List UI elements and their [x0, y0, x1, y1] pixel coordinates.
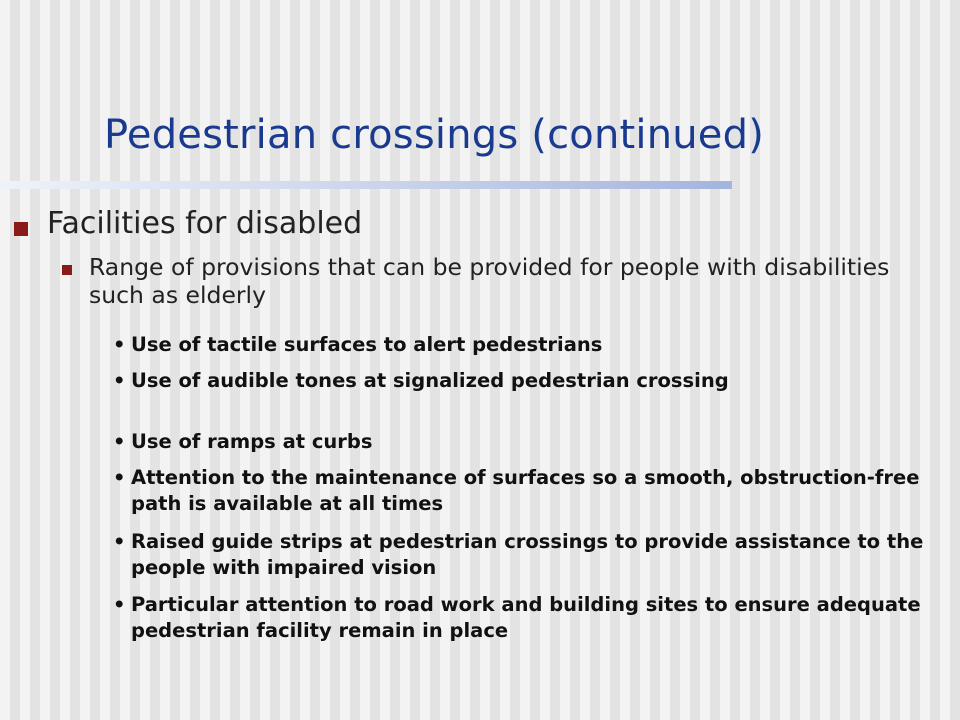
level3-bullet-item: Particular attention to road work and building sites to ensure adequate pedestrian facility remain in place	[131, 593, 921, 642]
level3-dot-bullet-icon: •	[113, 466, 126, 489]
slide-title: Pedestrian crossings (continued)	[104, 112, 765, 158]
level2-square-bullet-icon	[62, 265, 72, 275]
level3-dot-bullet-icon: •	[113, 333, 126, 356]
level2-bullet-text: Range of provisions that can be provided for people with disabilities such as elderly	[89, 253, 890, 309]
level3-dot-bullet-icon: •	[113, 530, 126, 553]
level3-bullet-item: Use of tactile surfaces to alert pedestrians	[131, 333, 603, 356]
level3-bullet-item: Use of ramps at curbs	[131, 430, 373, 453]
level3-bullet-item: Raised guide strips at pedestrian crossings to provide assistance to the people with impaired vision	[131, 530, 924, 579]
level3-dot-bullet-icon: •	[113, 369, 126, 392]
level3-dot-bullet-icon: •	[113, 593, 126, 616]
level1-bullet-text: Facilities for disabled	[47, 206, 363, 241]
level3-bullet-item: Use of audible tones at signalized pedestrian crossing	[131, 369, 729, 392]
level3-dot-bullet-icon: •	[113, 430, 126, 453]
level1-square-bullet-icon	[14, 222, 28, 236]
level3-bullet-item: Attention to the maintenance of surfaces so a smooth, obstruction-free path is available at all times	[131, 466, 920, 515]
